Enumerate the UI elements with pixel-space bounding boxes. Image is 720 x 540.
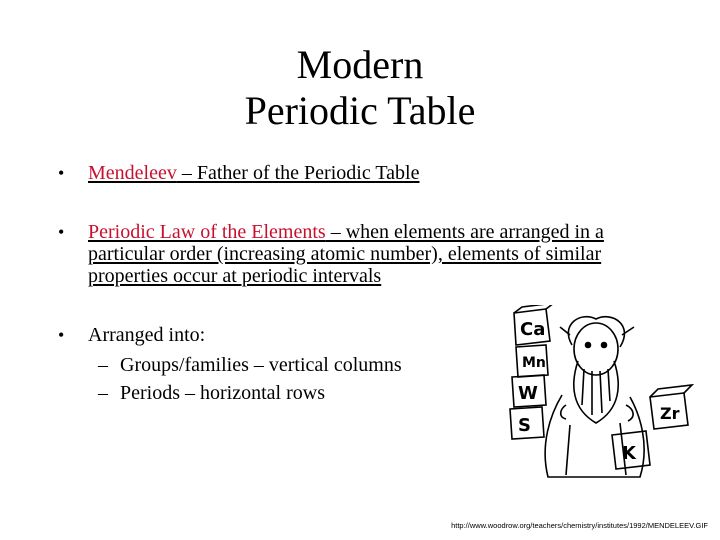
bullet-rest: – Father of the Periodic Table	[176, 162, 420, 184]
bullet-rest: – when elements are arranged in a particular order (increasing atomic number), elements of similar properties occur at periodic intervals	[88, 221, 604, 287]
block-letter: K	[622, 443, 636, 464]
subitem-text: Periods – horizontal rows	[120, 382, 325, 404]
sub-dash: –	[98, 354, 108, 376]
bullet-text: Arranged into:	[88, 324, 206, 346]
subitem-periods	[98, 382, 325, 404]
subitem-groups	[98, 354, 402, 376]
block-letter: Ca	[520, 319, 546, 340]
slide-title	[0, 42, 720, 134]
bullet-text	[88, 221, 663, 287]
bullet-dot: •	[58, 163, 65, 183]
bullet-dot: •	[58, 222, 65, 242]
bullet-mendeleev	[58, 162, 663, 184]
bullet-text	[88, 162, 663, 184]
sub-dash: –	[98, 382, 108, 404]
subitem-text: Groups/families – vertical columns	[120, 354, 402, 376]
block-letter: Mn	[522, 355, 546, 371]
block-letter: W	[518, 383, 538, 404]
source-url[interactable]: http://www.woodrow.org/teachers/chemistry/institutes/1992/MENDELEEV.GIF	[451, 521, 708, 530]
bullet-dot: •	[58, 325, 65, 345]
bullet-highlight: Mendeleev	[88, 162, 177, 184]
block-letter: Zr	[660, 404, 680, 423]
bullet-highlight: Periodic Law of the Elements	[88, 221, 326, 243]
title-line-2: Periodic Table	[244, 88, 476, 133]
title-line-1: Modern	[296, 42, 424, 87]
mendeleev-portrait-icon	[500, 305, 700, 485]
block-letter: S	[518, 415, 531, 436]
bullet-periodic-law	[58, 221, 663, 287]
